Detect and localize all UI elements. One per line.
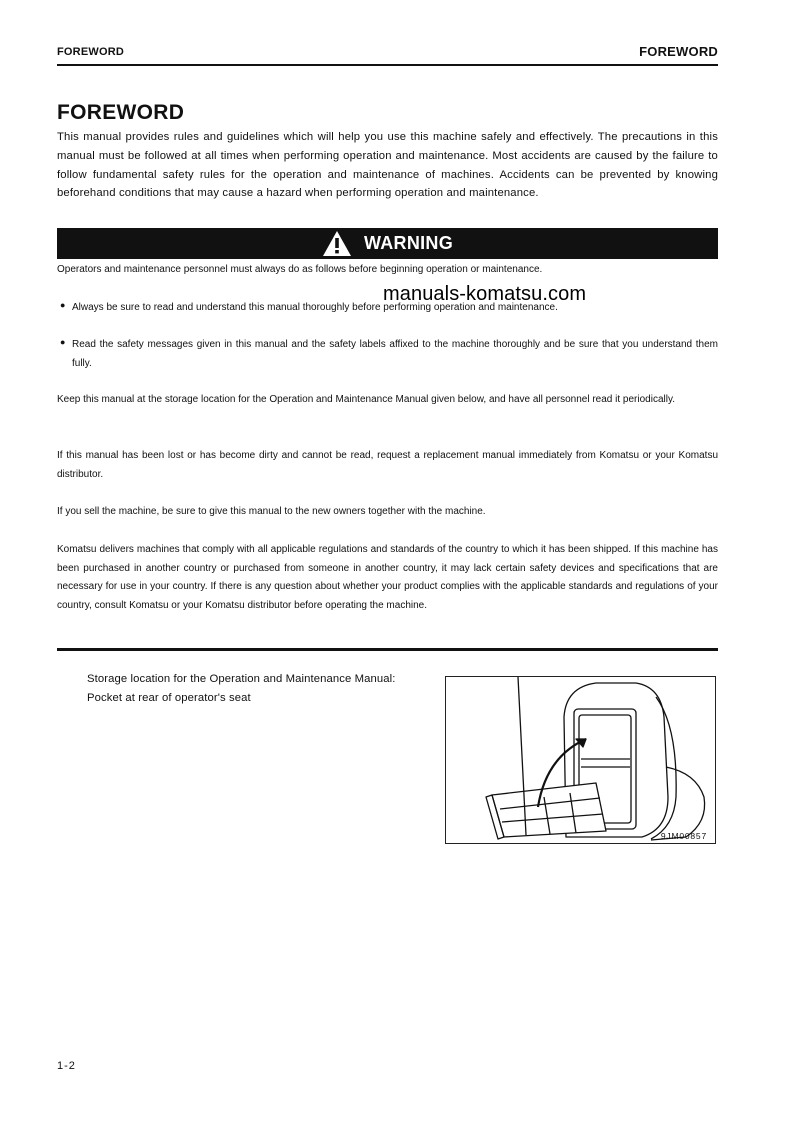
seat-pocket-illustration (446, 677, 715, 843)
bullet-text: Always be sure to read and understand this manual thoroughly before performing operation and maintenance. (72, 302, 558, 313)
warning-triangle-icon (322, 230, 352, 257)
warning-paragraph: If you sell the machine, be sure to give this manual to the new owners together with the machine. (57, 506, 486, 517)
seat-pocket-figure (445, 676, 716, 844)
bullet-icon: ● (60, 337, 66, 347)
storage-line-1: Storage location for the Operation and Maintenance Manual: (87, 673, 396, 685)
warning-paragraph: Keep this manual at the storage location for the Operation and Maintenance Manual given below, and have all personnel read it periodically. (57, 394, 675, 405)
intro-paragraph: This manual provides rules and guidelines which will help you use this machine safely and effectively. The precautions in this manual must be followed at all times when performing operation and maintenance. Most accidents are caused by the failure to follow fundamental safety rules for the operation and maintenance of machines. Accidents can be prevented by knowing beforehand conditions that may cause a hazard when performing operation and maintenance. (57, 131, 718, 200)
watermark-text: manuals-komatsu.com (383, 283, 587, 305)
warning-lead: Operators and maintenance personnel must always do as follows before beginning operation or maintenance. (57, 264, 543, 275)
warning-banner (57, 228, 718, 259)
storage-location-text (87, 670, 396, 707)
header-left-title: FOREWORD (57, 46, 124, 58)
warning-label: WARNING (363, 233, 454, 253)
page-number: 1-2 (57, 1060, 76, 1072)
bullet-icon: ● (60, 300, 66, 310)
section-rule (57, 648, 718, 651)
bullet-text: Read the safety messages given in this manual and the safety labels affixed to the machine thoroughly and be sure that you understand them fully. (72, 339, 718, 369)
warning-paragraph: Komatsu delivers machines that comply with all applicable regulations and standards of the country to which it has been shipped. If this machine has been purchased in another country or purchased from someone in another country, it may lack certain safety devices and specifications that are necessary for use in your country. If there is any question about whether your product complies with the applicable standards and regulations of your country, consult Komatsu or your Komatsu distributor before operating the machine. (57, 544, 718, 611)
storage-line-2: Pocket at rear of operator's seat (87, 691, 251, 704)
figure-code: 9JM00857 (660, 831, 707, 841)
warning-paragraph: If this manual has been lost or has become dirty and cannot be read, request a replacement manual immediately from Komatsu or your Komatsu distributor. (57, 450, 718, 480)
header-rule (57, 64, 718, 66)
header-right-title: FOREWORD (639, 44, 718, 59)
page-title: FOREWORD (57, 101, 185, 124)
